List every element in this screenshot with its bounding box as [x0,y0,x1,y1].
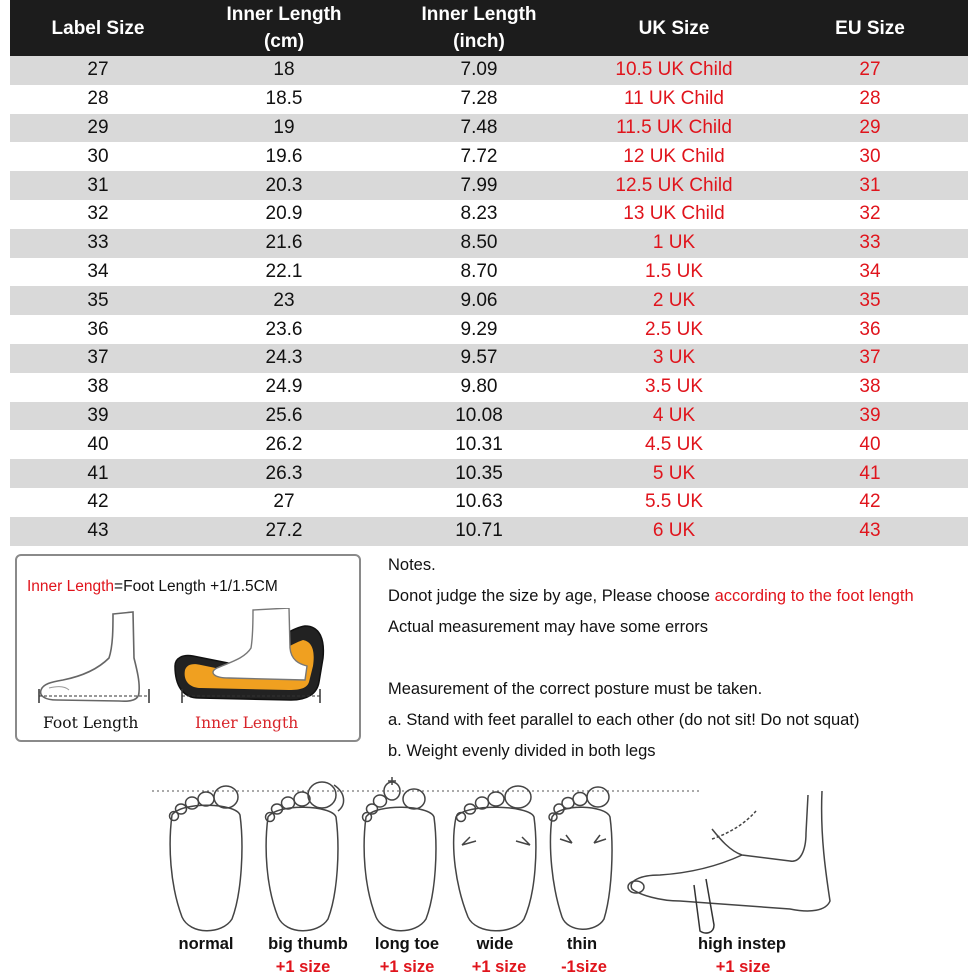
cell-inner-inch: 8.50 [382,229,576,258]
notes-line-stand: a. Stand with feet parallel to each other (do not sit! Do not squat) [388,711,860,729]
foot-type-adjustment-long-toe: +1 size [379,958,435,976]
cell-uk-size: 5.5 UK [576,488,772,517]
foot-types-section [0,775,980,980]
cell-label-size: 42 [10,488,186,517]
cell-eu-size: 37 [772,344,968,373]
cell-uk-size: 3 UK [576,344,772,373]
cell-inner-inch: 7.09 [382,56,576,85]
table-row [10,344,968,373]
cell-inner-cm: 27.2 [186,517,382,546]
cell-uk-size: 2 UK [576,286,772,315]
header-label-size: Label Size [10,0,186,56]
table-row [10,517,968,546]
cell-uk-size: 10.5 UK Child [576,56,772,85]
cell-inner-cm: 23 [186,286,382,315]
cell-eu-size: 41 [772,459,968,488]
cell-eu-size: 38 [772,373,968,402]
cell-label-size: 37 [10,344,186,373]
table-row [10,315,968,344]
foot-type-label-long-toe: long toe [374,935,440,953]
cell-inner-cm: 19 [186,114,382,143]
cell-inner-inch: 9.57 [382,344,576,373]
cell-label-size: 31 [10,171,186,200]
cell-eu-size: 33 [772,229,968,258]
cell-uk-size: 5 UK [576,459,772,488]
cell-inner-inch: 7.28 [382,85,576,114]
cell-uk-size: 12.5 UK Child [576,171,772,200]
cell-inner-cm: 20.3 [186,171,382,200]
foot-type-adjustment-wide: +1 size [471,958,527,976]
cell-inner-cm: 23.6 [186,315,382,344]
cell-uk-size: 1 UK [576,229,772,258]
foot-type-label-thin: thin [566,935,598,953]
table-row [10,114,968,143]
cell-inner-inch: 10.08 [382,402,576,431]
foot-big-thumb-icon [266,782,344,931]
table-row [10,229,968,258]
notes-line-posture: Measurement of the correct posture must be taken. [388,680,763,698]
cell-inner-inch: 9.80 [382,373,576,402]
cell-uk-size: 2.5 UK [576,315,772,344]
cell-uk-size: 12 UK Child [576,142,772,171]
foot-type-label-high-instep: high instep [698,935,786,953]
cell-inner-cm: 24.3 [186,344,382,373]
cell-inner-inch: 10.71 [382,517,576,546]
cell-inner-inch: 10.63 [382,488,576,517]
cell-inner-inch: 7.99 [382,171,576,200]
table-row [10,402,968,431]
cell-label-size: 39 [10,402,186,431]
foot-length-dimension-icon [37,688,151,704]
cell-uk-size: 3.5 UK [576,373,772,402]
header-inner-length-inch: Inner Length (inch) [382,0,576,56]
cell-eu-size: 31 [772,171,968,200]
notes-line-age [388,587,914,606]
cell-inner-inch: 10.35 [382,459,576,488]
cell-inner-inch: 9.29 [382,315,576,344]
foot-length-label: Foot Length [43,714,139,732]
cell-eu-size: 34 [772,258,968,287]
foot-type-label-big-thumb: big thumb [268,935,348,953]
inner-length-diagram [15,554,361,742]
cell-inner-cm: 22.1 [186,258,382,287]
foot-type-label-wide: wide [476,935,514,953]
cell-inner-cm: 19.6 [186,142,382,171]
formula-rest: =Foot Length +1/1.5CM [114,578,278,595]
size-chart-table [10,0,968,546]
foot-type-adjustment-thin: -1size [561,958,607,976]
table-row [10,430,968,459]
cell-eu-size: 43 [772,517,968,546]
foot-normal-icon [170,786,242,931]
cell-eu-size: 42 [772,488,968,517]
cell-inner-cm: 26.2 [186,430,382,459]
table-row [10,56,968,85]
header-uk-size: UK Size [576,0,772,56]
cell-eu-size: 40 [772,430,968,459]
cell-uk-size: 11.5 UK Child [576,114,772,143]
notes-title: Notes. [388,556,436,574]
table-header-row [10,0,968,56]
cell-label-size: 30 [10,142,186,171]
table-row [10,200,968,229]
cell-uk-size: 11 UK Child [576,85,772,114]
cell-label-size: 28 [10,85,186,114]
cell-uk-size: 1.5 UK [576,258,772,287]
table-row [10,488,968,517]
table-row [10,258,968,287]
cell-uk-size: 4 UK [576,402,772,431]
cell-label-size: 32 [10,200,186,229]
cell-inner-inch: 7.72 [382,142,576,171]
cell-label-size: 41 [10,459,186,488]
cell-eu-size: 39 [772,402,968,431]
inner-length-formula [27,578,278,596]
foot-type-label-normal: normal [178,935,234,953]
cell-label-size: 27 [10,56,186,85]
cell-inner-cm: 27 [186,488,382,517]
cell-label-size: 38 [10,373,186,402]
table-row [10,373,968,402]
header-eu-size: EU Size [772,0,968,56]
cell-inner-cm: 24.9 [186,373,382,402]
notes-line-age-highlight: according to the foot length [714,587,914,605]
cell-uk-size: 13 UK Child [576,200,772,229]
cell-inner-inch: 10.31 [382,430,576,459]
cell-label-size: 29 [10,114,186,143]
table-row [10,459,968,488]
notes-line-errors: Actual measurement may have some errors [388,618,709,636]
header-inner-length-cm: Inner Length (cm) [186,0,382,56]
table-row [10,85,968,114]
notes-line-weight: b. Weight evenly divided in both legs [388,742,656,760]
foot-thin-icon [549,787,612,929]
cell-eu-size: 30 [772,142,968,171]
foot-long-toe-icon [363,777,436,931]
cell-inner-cm: 25.6 [186,402,382,431]
cell-eu-size: 32 [772,200,968,229]
cell-label-size: 36 [10,315,186,344]
cell-inner-cm: 18 [186,56,382,85]
cell-inner-cm: 26.3 [186,459,382,488]
cell-label-size: 43 [10,517,186,546]
table-row [10,286,968,315]
cell-inner-inch: 9.06 [382,286,576,315]
cell-inner-inch: 8.70 [382,258,576,287]
cell-inner-cm: 20.9 [186,200,382,229]
foot-type-adjustment-big-thumb: +1 size [275,958,331,976]
table-row [10,142,968,171]
cell-label-size: 33 [10,229,186,258]
inner-length-dimension-icon [180,688,322,704]
cell-eu-size: 28 [772,85,968,114]
cell-uk-size: 4.5 UK [576,430,772,459]
table-row [10,171,968,200]
cell-label-size: 35 [10,286,186,315]
cell-eu-size: 36 [772,315,968,344]
formula-inner-length-term: Inner Length [27,578,115,595]
cell-eu-size: 29 [772,114,968,143]
cell-label-size: 40 [10,430,186,459]
foot-types-illustration [0,775,980,940]
notes-line-age-text: Donot judge the size by age, Please choose [388,587,715,605]
inner-length-label: Inner Length [195,714,299,732]
foot-wide-icon [454,786,536,931]
cell-uk-size: 6 UK [576,517,772,546]
cell-inner-inch: 8.23 [382,200,576,229]
cell-inner-inch: 7.48 [382,114,576,143]
cell-eu-size: 27 [772,56,968,85]
cell-eu-size: 35 [772,286,968,315]
foot-type-adjustment-high-instep: +1 size [715,958,771,976]
cell-inner-cm: 21.6 [186,229,382,258]
foot-high-instep-icon [628,791,830,933]
cell-label-size: 34 [10,258,186,287]
cell-inner-cm: 18.5 [186,85,382,114]
